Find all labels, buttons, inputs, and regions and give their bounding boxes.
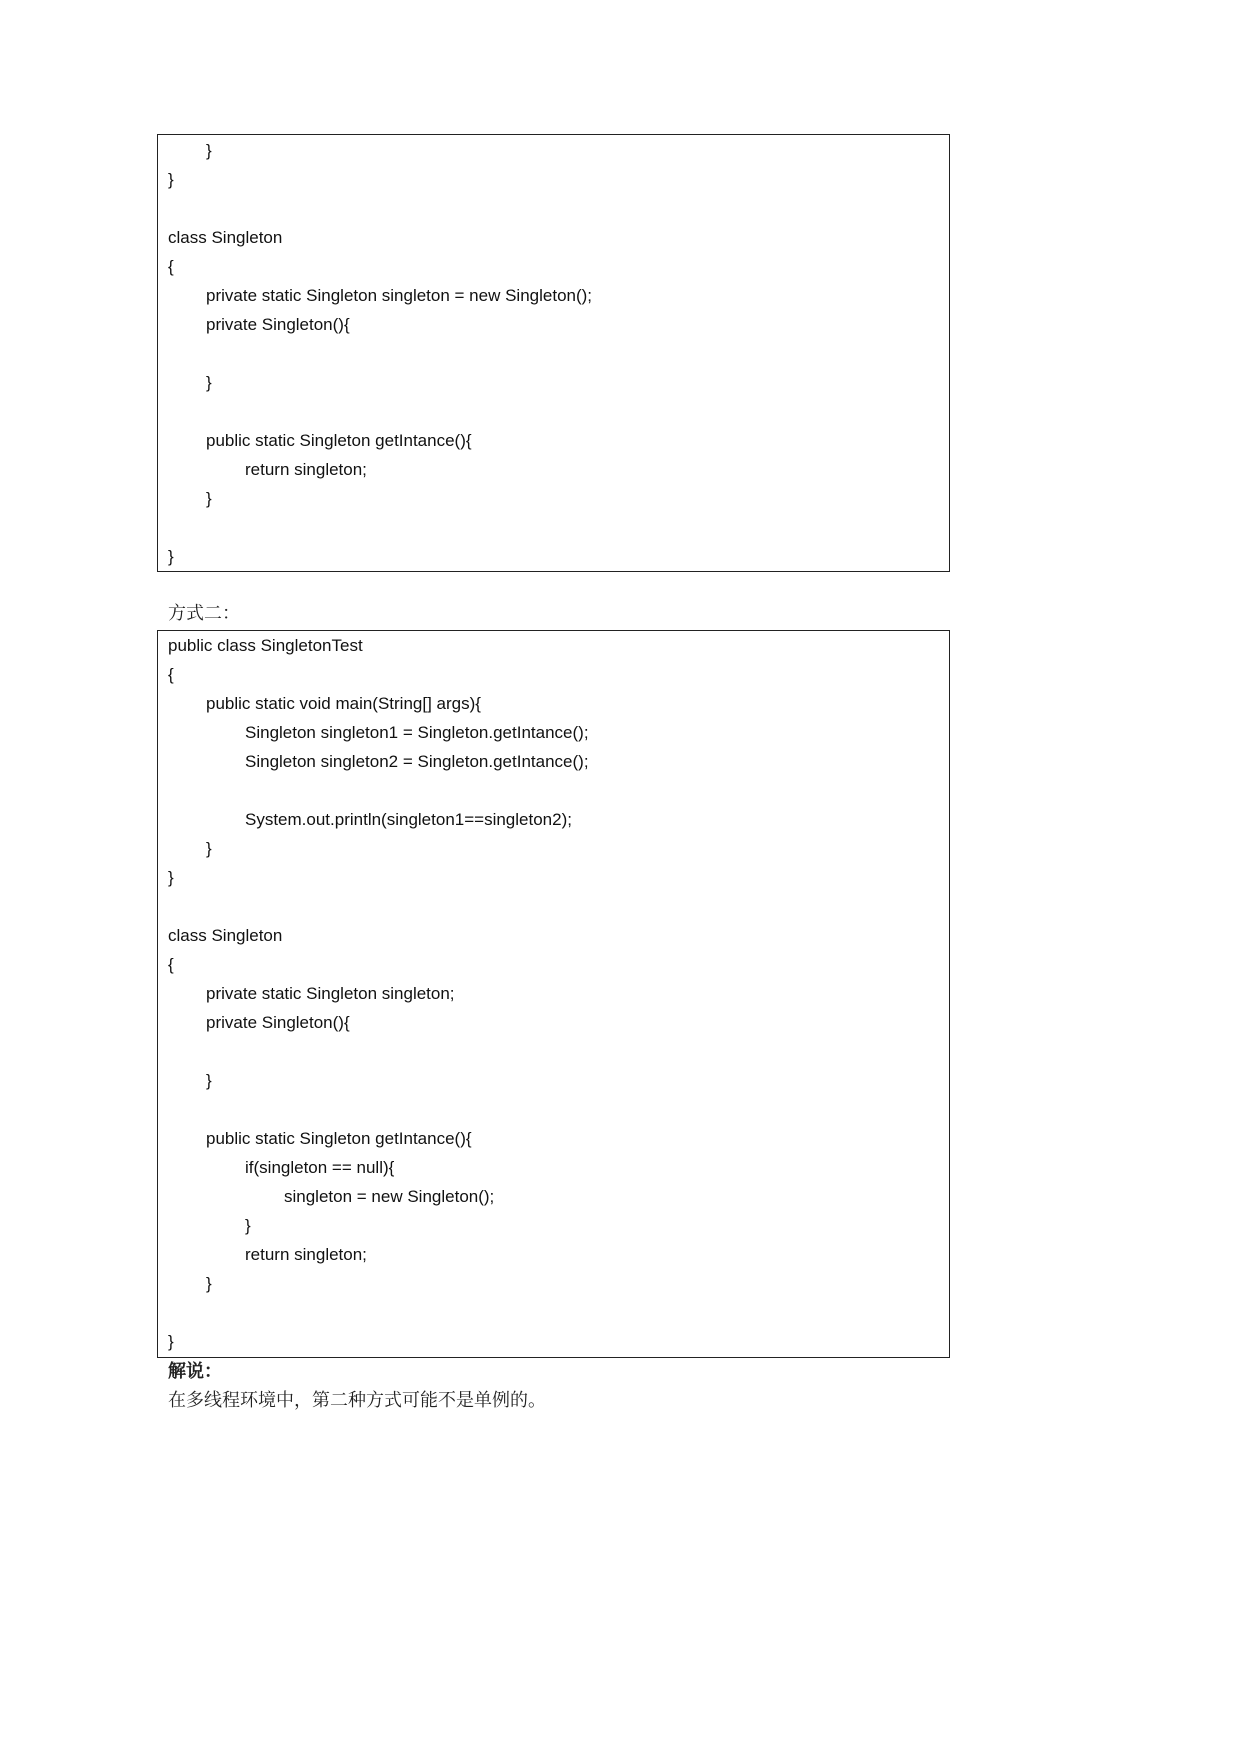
code-line: }	[245, 1216, 251, 1235]
code-line: }	[168, 547, 174, 566]
code-line: }	[168, 1332, 174, 1351]
code-line: }	[206, 489, 212, 508]
code-line: }	[206, 1071, 212, 1090]
code-line: public static Singleton getIntance(){	[206, 431, 472, 450]
code-line: }	[206, 1274, 212, 1293]
code-line: return singleton;	[245, 1245, 367, 1264]
code-block-method-1	[157, 134, 950, 572]
code-line: {	[168, 257, 174, 276]
code-line: return singleton;	[245, 460, 367, 479]
code-line: Singleton singleton1 = Singleton.getIntance();	[245, 723, 589, 742]
explanation-label: 解说：	[168, 1361, 222, 1382]
code-line: }	[168, 868, 174, 887]
code-line: private Singleton(){	[206, 315, 350, 334]
code-line: }	[206, 141, 212, 160]
code-line: private static Singleton singleton;	[206, 984, 455, 1003]
code-line: public static Singleton getIntance(){	[206, 1129, 472, 1148]
explanation-text: 在多线程环境中，第二种方式可能不是单例的。	[168, 1390, 546, 1411]
code-line: }	[168, 170, 174, 189]
method-2-heading: 方式二：	[168, 603, 240, 624]
code-line: private Singleton(){	[206, 1013, 350, 1032]
code-line: {	[168, 665, 174, 684]
code-line: public class SingletonTest	[168, 636, 363, 655]
code-line: Singleton singleton2 = Singleton.getIntance();	[245, 752, 589, 771]
code-line: System.out.println(singleton1==singleton2);	[245, 810, 572, 829]
code-line: class Singleton	[168, 228, 283, 247]
code-line: class Singleton	[168, 926, 283, 945]
code-line: public static void main(String[] args){	[206, 694, 481, 713]
code-block-method-2	[157, 630, 950, 1358]
code-line: }	[206, 373, 212, 392]
code-line: singleton = new Singleton();	[284, 1187, 495, 1206]
code-line: }	[206, 839, 212, 858]
code-line: if(singleton == null){	[245, 1158, 395, 1177]
code-line: private static Singleton singleton = new Singleton();	[206, 286, 593, 305]
code-line: {	[168, 955, 174, 974]
